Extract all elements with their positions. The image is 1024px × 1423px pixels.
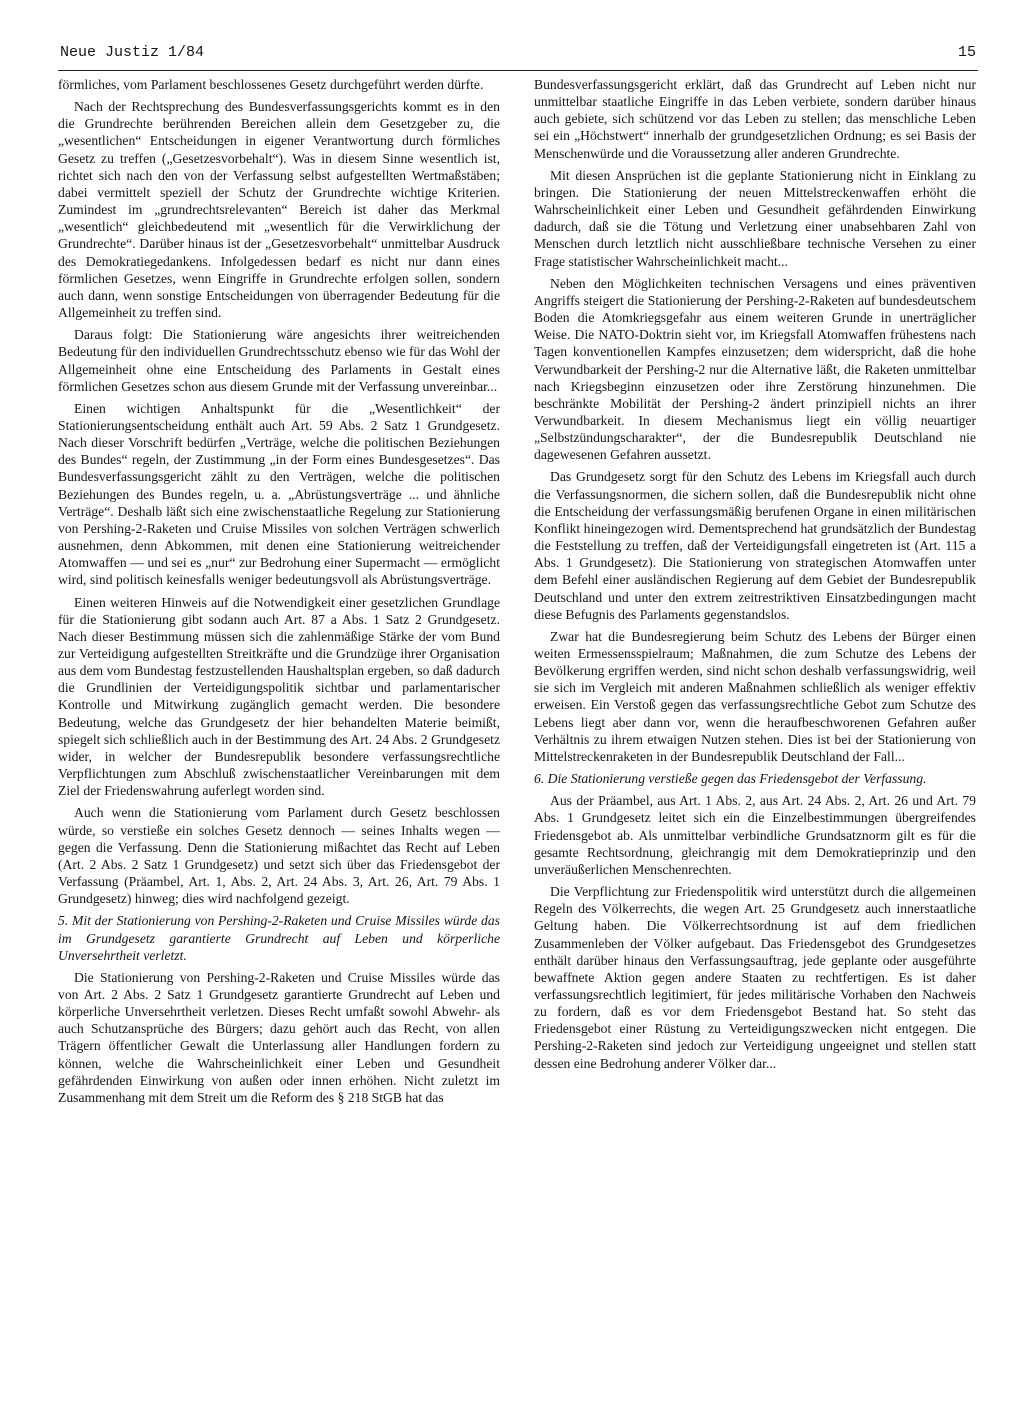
journal-page: [58, 40, 978, 1400]
journal-title: Neue Justiz 1/84: [60, 44, 205, 61]
section-heading-6: 6. Die Stationierung verstieße gegen das Friedensgebot der Verfassung.: [534, 771, 927, 787]
left-column: [58, 76, 500, 1111]
right-column: [534, 76, 976, 1077]
paragraph: Neben den Möglichkeiten technischen Versagens und eines präventiven Angriffs steigert die Stationierung der Pershing-2-Raketen auf bundesdeutschem Boden die Atomkriegsgefahr aus einem weiteren Grunde in unerträglicher Weise. Die NATO-Doktrin sieht vor, im Kriegsfall Atomwaffen frühestens nach Tagen konventionellen Kampfes einzusetzen; dem widerspricht, daß die hohe Verwundbarkeit der Pershing-2 nur die Alternative läßt, die Raketen unmittelbar nach Kriegsbeginn einzusetzen oder ihre Zerstörung hinzunehmen. Die beschränkte Mobilität der Pershing-2 ändert prinzipiell nichts an ihrer Verwundbarkeit. In diesem Mechanismus liegt ein völlig neuartiger „Selbstzündungscharakter“, der die Bundesrepublik Deutschland nie dagewesenen Gefahren aussetzt.: [534, 275, 976, 463]
paragraph: Auch wenn die Stationierung vom Parlament durch Gesetz beschlossen würde, so verstieße ein solches Gesetz dennoch — seines Inhalts wegen — gegen die Verfassung. Denn die Stationierung mißachtet das Recht auf Leben (Art. 2 Abs. 2 Satz 1 Grundgesetz) und setzt sich über das Friedensgebot der Verfassung (Präambel, Art. 1, Abs. 2, Art. 24 Abs. 3, Art. 26, Art. 79 Abs. 1 Grundgesetz) hinweg; dies wird nachfolgend gezeigt.: [58, 805, 500, 907]
paragraph: Aus der Präambel, aus Art. 1 Abs. 2, aus Art. 24 Abs. 2, Art. 26 und Art. 79 Abs. 1 Grundgesetz leitet sich ein die Einzelbestimmungen übergreifendes Friedensgebot ab. Als unmittelbar verbindliche Grundsatznorm gilt es für die gesamte Rechtsordnung, gleichrangig mit dem Demokratieprinzip und den unveräußerlichen Menschenrechten.: [534, 793, 976, 877]
paragraph: Zwar hat die Bundesregierung beim Schutz des Lebens der Bürger einen weiten Ermessensspielraum; Maßnahmen, die zum Schutze des Lebens der Bevölkerung ergriffen werden, sind nicht schon deshalb verfassungswidrig, weil sie sich im Vergleich mit anderen Maßnahmen schließlich als weniger effektiv erweisen. Ein Verstoß gegen das verfassungsrechtliche Gebot zum Schutze des Lebens liegt aber dann vor, wenn die heraufbeschworenen Gefahren außer Verhältnis zu ihrem etwaigen Nutzen stehen. Dies ist bei der Stationierung von Mittelstreckenraketen in der Bundesrepublik Deutschland der Fall...: [534, 628, 976, 764]
paragraph-continued: förmliches, vom Parlament beschlossenes Gesetz durchgeführt werden dürfte.: [58, 77, 484, 92]
paragraph: Die Stationierung von Pershing-2-Raketen und Cruise Missiles würde das von Art. 2 Abs. 2 Satz 1 Grundgesetz garantierte Grundrecht auf Leben und körperliche Unversehrtheit verletzen. Dieses Recht umfaßt sowohl Abwehr- als auch Schutzansprüche des Bürgers; dazu gehört auch das Recht, von allen Trägern öffentlicher Gewalt die Unterlassung aller Handlungen fordern zu können, welche die Wahrscheinlichkeit einer Leben und Gesundheit gefährdenden Einwirkung von außen oder innen erhöhen. Nicht zuletzt im Zusammenhang mit dem Streit um die Reform des § 218 StGB hat das: [58, 969, 500, 1105]
paragraph: Einen weiteren Hinweis auf die Notwendigkeit einer gesetzlichen Grundlage für die Stationierung gibt sodann auch Art. 87 a Abs. 1 Satz 2 Grundgesetz. Nach dieser Bestimmung müssen sich die zahlenmäßige Stärke der vom Bund zur Verteidigung aufgestellten Streitkräfte und die Grundzüge ihrer Organisation aus dem vom Bundestag festzustellenden Haushaltsplan ergeben, so daß dadurch die Grundlinien der Verteidigungspolitik sichtbar und parlamentarischer Kontrolle und Mitwirkung zugänglich gemacht werden. Die besondere Bedeutung, welche das Grundgesetz der hier behandelten Materie beimißt, spiegelt sich schließlich auch in der Bestimmung des Art. 24 Abs. 2 Grundgesetz wider, in welcher der Bundesrepublik besondere verfassungsrechtliche Verpflichtungen zum Abschluß zwischenstaatlicher Vereinbarungen mit dem Ziel der Friedenswahrung auferlegt worden sind.: [58, 594, 500, 799]
paragraph: Die Verpflichtung zur Friedenspolitik wird unterstützt durch die allgemeinen Regeln des Völkerrechts, die wegen Art. 25 Grundgesetz auch innerstaatliche Geltung haben. Die Völkerrechtsordnung ist auf dem friedlichen Zusammenleben der Völker aufgebaut. Das Friedensgebot des Grundgesetzes enthält darüber hinaus den Verfassungsauftrag, jede geplante oder ausgeführte bewaffnete Aktion gegen andere Staaten zu rechtfertigen. Es ist daher verfassungsrechtlich legitimiert, für jedes militärische Vorhaben den Nachweis zu fordern, daß es vor dem Friedensgebot Bestand hat. So steht das Friedensgebot einer Rüstung zu Verteidigungszwecken nicht entgegen. Die Pershing-2-Raketen sind jedoch zur Verteidigung ungeeignet und stellen statt dessen eine Bedrohung anderer Völker dar...: [534, 884, 976, 1071]
paragraph: Nach der Rechtsprechung des Bundesverfassungsgerichts kommt es in den die Grundrechte berührenden Bereichen allein dem Gesetzgeber zu, die „wesentlichen“ Entscheidungen in eigener Verantwortung durch förmliches Gesetz zu treffen („Gesetzesvorbehalt“). Was in diesem Sinne wesentlich ist, richtet sich nach den von der Verfassung selbst aufgestellten Wertmaßstäben; dabei vermittelt speziell der Schutz der Grundrechte wichtige Kriterien. Zumindest im „grundrechtsrelevanten“ Bereich ist daher das Merkmal „wesentlich“ gleichbedeutend mit „wesentlich für die Verwirklichung der Grundrechte“. Darüber hinaus ist der „Gesetzesvorbehalt“ unmittelbar Ausdruck des Demokratiegedankens. Infolgedessen bedarf es nicht nur dann eines förmlichen Gesetzes, wenn Eingriffe in Grundrechte erfolgen sollen, sondern auch dann, wenn sonstige Entscheidungen von überragender Bedeutung für die Allgemeinheit zu treffen sind.: [58, 99, 500, 321]
page-number: 15: [957, 44, 976, 61]
running-head: [58, 40, 978, 71]
paragraph: Einen wichtigen Anhaltspunkt für die „Wesentlichkeit“ der Stationierungsentscheidung enthält auch Art. 59 Abs. 2 Satz 1 Grundgesetz. Nach dieser Vorschrift bedürfen „Verträge, welche die politischen Beziehungen des Bundes“ regeln, der Zustimmung „in der Form eines Bundesgesetzes“. Das Bundesverfassungsgericht zählt zu den Verträgen, welche die politischen Beziehungen des Bundes regeln, u. a. „Abrüstungsverträge ... und ähnliche Verträge“. Deshalb läßt sich eine zwischenstaatliche Regelung zur Stationierung von Pershing-2-Raketen und Cruise Missiles von solchen Verträgen schwerlich ausnehmen, denn Abkommen, mit denen eine Stationierung weitreichender Atomwaffen — und sei es „nur“ zur Bedrohung einer Supermacht — ermöglicht wird, sind politisch keinesfalls weniger bedeutungsvoll als Abrüstungsverträge.: [58, 400, 500, 588]
paragraph: Daraus folgt: Die Stationierung wäre angesichts ihrer weitreichenden Bedeutung für den individuellen Grundrechtsschutz ebenso wie für das Wohl der Allgemeinheit ohne eine Entscheidung des Parlaments in Gestalt eines förmlichen Gesetzes schon aus diesem Grunde mit der Verfassung unvereinbar...: [58, 327, 500, 394]
paragraph: Das Grundgesetz sorgt für den Schutz des Lebens im Kriegsfall auch durch die Verfassungsnormen, die sichern sollen, daß die Bundesrepublik nicht ohne die Entscheidung der verfassungsmäßig berufenen Organe in einen militärischen Konflikt hineingezogen wird. Dementsprechend hat grundsätzlich der Bundestag die Feststellung zu treffen, daß der Verteidigungsfall eingetreten ist (Art. 115 a Abs. 1 Grundgesetz). Die Stationierung von strategischen Atomwaffen unter dem Befehl einer ausländischen Regierung auf dem Gebiet der Bundesrepublik Deutschland und unter den extrem zeitrestriktiven Einsatzbedingungen macht diese Befugnis des Parlaments gegenstandslos.: [534, 469, 976, 622]
paragraph: Mit diesen Ansprüchen ist die geplante Stationierung nicht in Einklang zu bringen. Die Stationierung der neuen Mittelstreckenwaffen erhöht die Wahrscheinlichkeit einer Leben und Gesundheit gefährdenden Einwirkung dadurch, daß sie die Tötung und Verletzung einer unabsehbaren Zahl von Menschen durch letztlich nicht ausschließbare technische Versehen zu einer Frage statistischer Wahrscheinlichkeit macht...: [534, 167, 976, 269]
section-heading-5: 5. Mit der Stationierung von Pershing-2-Raketen und Cruise Missiles würde das im Grundgesetz garantierte Grundrecht auf Leben und körperliche Unversehrtheit verletzt.: [58, 913, 500, 963]
paragraph-continued: Bundesverfassungsgericht erklärt, daß das Grundrecht auf Leben nicht nur unmittelbar staatliche Eingriffe in das Leben verbiete, sondern darüber hinaus auch gebiete, sich schützend vor das Leben zu stellen; das menschliche Leben sei ein „Höchstwert“ innerhalb der grundgesetzlichen Ordnung; es sei Basis der Menschenwürde und die Voraussetzung aller anderen Grundrechte.: [534, 77, 976, 161]
